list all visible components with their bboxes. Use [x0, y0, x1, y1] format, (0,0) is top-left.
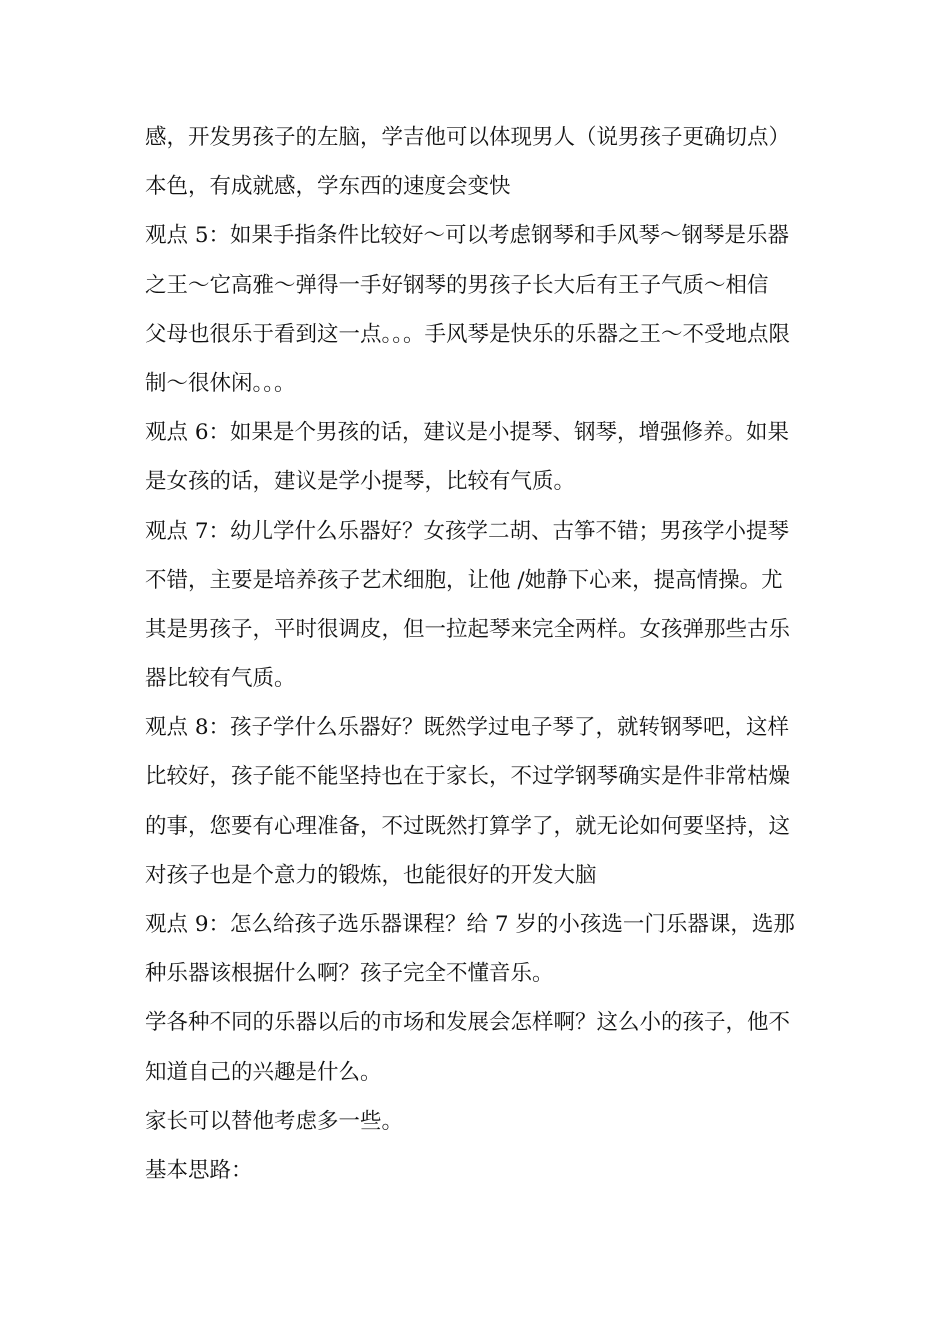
text-line: 基本思路：	[145, 1157, 253, 1183]
text-line: 观点 6：如果是个男孩的话，建议是小提琴、钢琴，增强修养。如果	[145, 420, 790, 446]
text-line: 观点 9：怎么给孩子选乐器课程？给 7 岁的小孩选一门乐器课，选那	[145, 912, 795, 937]
text-line: 器比较有气质。	[145, 666, 296, 692]
text-line: 学各种不同的乐器以后的市场和发展会怎样啊？这么小的孩子，他不	[145, 1010, 791, 1036]
text-line: 的事，您要有心理准备，不过既然打算学了，就无论如何要坚持，这	[145, 813, 791, 839]
text-line: 观点 8：孩子学什么乐器好？既然学过电子琴了，就转钢琴吧，这样	[145, 715, 790, 741]
text-line: 观点 7：幼儿学什么乐器好？女孩学二胡、古筝不错；男孩学小提琴	[145, 518, 790, 544]
text-line: 本色，有成就感，学东西的速度会变快	[145, 174, 511, 200]
text-line: 家长可以替他考虑多一些。	[145, 1108, 404, 1134]
text-line: 是女孩的话，建议是学小提琴，比较有气质。	[145, 469, 576, 495]
text-line: 感，开发男孩子的左脑，学吉他可以体现男人（说男孩子更确切点）	[145, 125, 791, 150]
text-line: 比较好，孩子能不能坚持也在于家长，不过学钢琴确实是件非常枯燥	[145, 764, 791, 790]
document-body	[145, 113, 815, 1195]
text-line: 知道自己的兴趣是什么。	[145, 1059, 382, 1085]
text-line: 种乐器该根据什么啊？孩子完全不懂音乐。	[145, 961, 554, 987]
text-line: 其是男孩子，平时很调皮，但一拉起琴来完全两样。女孩弹那些古乐	[145, 616, 791, 642]
text-line: 之王～它高雅～弹得一手好钢琴的男孩子长大后有王子气质～相信	[145, 272, 769, 298]
text-line: 不错，主要是培养孩子艺术细胞，让他 /她静下心来，提高情操。尤	[145, 567, 783, 593]
text-line: 对孩子也是个意力的锻炼，也能很好的开发大脑	[145, 862, 597, 888]
text-line: 父母也很乐于看到这一点。。。手风琴是快乐的乐器之王～不受地点限	[145, 321, 791, 347]
text-line: 制～很休闲。。。	[145, 370, 296, 396]
text-line: 观点 5：如果手指条件比较好～可以考虑钢琴和手风琴～钢琴是乐器	[145, 223, 790, 249]
